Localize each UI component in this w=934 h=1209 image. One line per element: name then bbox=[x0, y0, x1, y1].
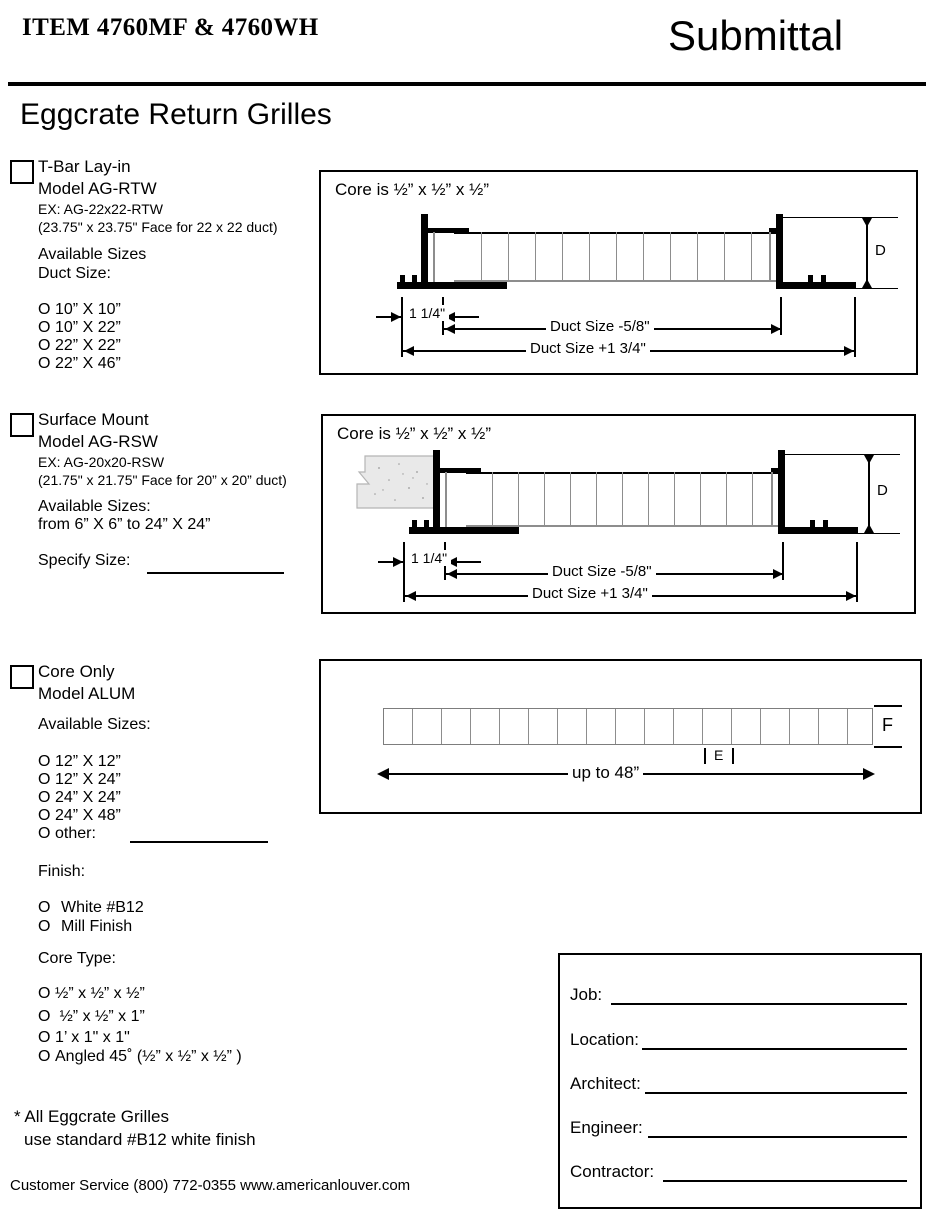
d-ext-bottom bbox=[858, 533, 900, 534]
depth-label-2: D bbox=[873, 482, 892, 499]
checkbox-core-only[interactable] bbox=[10, 665, 34, 689]
radio-icon: O bbox=[38, 301, 51, 318]
duct-plus-arrow-right bbox=[844, 346, 854, 356]
grille-core-2 bbox=[466, 472, 784, 527]
core-cell-divider bbox=[589, 232, 590, 282]
section-title-core-only: Core Only bbox=[38, 662, 115, 681]
right-flange-tab-1 bbox=[808, 275, 813, 283]
sizes-range-surface: from 6” X 6” to 24” X 24” bbox=[38, 516, 211, 533]
depth-label-1: D bbox=[871, 242, 890, 259]
core-note-2: Core is ½” x ½” x ½” bbox=[337, 424, 491, 443]
core-cell-divider bbox=[615, 709, 616, 744]
other-size-input[interactable] bbox=[130, 841, 268, 843]
core-cell-divider bbox=[596, 472, 597, 527]
radio-icon: O bbox=[38, 319, 51, 336]
option-t-bar-2[interactable]: O 22” X 22” bbox=[38, 337, 121, 354]
right-top-return bbox=[771, 468, 785, 473]
core-cell-divider bbox=[726, 472, 727, 527]
checkbox-t-bar-lay-in[interactable] bbox=[10, 160, 34, 184]
radio-icon: O bbox=[38, 807, 51, 824]
core-cell-divider bbox=[643, 232, 644, 282]
section-model-core-only: Model ALUM bbox=[38, 684, 136, 703]
section-title-surface: Surface Mount bbox=[38, 410, 149, 429]
core-top-edge bbox=[466, 472, 784, 474]
core-cell-divider bbox=[528, 709, 529, 744]
core-cell-divider bbox=[702, 709, 703, 744]
core-cell-divider bbox=[481, 232, 482, 282]
option-core-only-3[interactable]: O 24” X 48” bbox=[38, 807, 121, 824]
f-tick-top bbox=[874, 705, 902, 707]
duct-minus-label-2: Duct Size -5/8" bbox=[548, 563, 656, 580]
job-field-job[interactable] bbox=[611, 1003, 907, 1005]
d-dim-line bbox=[866, 220, 868, 286]
e-tick-right bbox=[732, 748, 734, 764]
core-top-edge bbox=[454, 232, 781, 234]
job-label-location: Location: bbox=[570, 1030, 639, 1049]
option-core-type-0[interactable]: O ½” x ½” x ½” bbox=[38, 985, 145, 1002]
duct-minus-arrow-left bbox=[447, 569, 457, 579]
duct-plus-arrow-left bbox=[404, 346, 414, 356]
left-flange bbox=[409, 527, 519, 534]
core-cell-divider bbox=[818, 709, 819, 744]
header-divider bbox=[8, 82, 926, 86]
core-cell-divider bbox=[731, 709, 732, 744]
d-ext-top bbox=[783, 217, 898, 218]
core-cell-divider bbox=[508, 232, 509, 282]
core-cell-divider bbox=[760, 709, 761, 744]
core-cell-divider bbox=[622, 472, 623, 527]
grille-core-1 bbox=[454, 232, 781, 282]
core-cell-divider bbox=[441, 709, 442, 744]
length-label: up to 48” bbox=[568, 763, 643, 783]
ceiling-tile-shape bbox=[355, 454, 437, 510]
core-note-1: Core is ½” x ½” x ½” bbox=[335, 180, 489, 199]
option-core-only-0[interactable]: O 12” X 12” bbox=[38, 753, 121, 770]
note-line-1: * All Eggcrate Grilles bbox=[14, 1107, 169, 1126]
d-ext-top bbox=[785, 454, 900, 455]
d-arrow-down bbox=[864, 524, 874, 533]
core-cell-divider bbox=[544, 472, 545, 527]
t-bar-lay-in-diagram bbox=[319, 170, 918, 375]
right-post bbox=[776, 214, 783, 289]
core-cell-divider bbox=[586, 709, 587, 744]
option-t-bar-0[interactable]: O 10” X 10” bbox=[38, 301, 121, 318]
core-cell-divider bbox=[570, 472, 571, 527]
available-sizes-label-core-only: Available Sizes: bbox=[38, 716, 151, 733]
dim-1-14-arrow-left bbox=[391, 312, 401, 322]
d-arrow-up bbox=[862, 218, 872, 227]
d-arrow-up bbox=[864, 455, 874, 464]
d-ext-bottom bbox=[856, 288, 898, 289]
standard-finish-note bbox=[14, 1105, 256, 1151]
core-type-label: Core Type: bbox=[38, 950, 116, 967]
duct-plus-label-1: Duct Size +1 3/4" bbox=[526, 340, 650, 357]
core-only-diagram bbox=[319, 659, 922, 814]
option-core-only-1[interactable]: O 12” X 24” bbox=[38, 771, 121, 788]
specify-size-input[interactable] bbox=[147, 572, 284, 574]
radio-icon: O bbox=[38, 789, 51, 806]
radio-icon: O bbox=[38, 1048, 51, 1065]
page-title: Eggcrate Return Grilles bbox=[20, 98, 332, 131]
left-inner-line bbox=[433, 232, 435, 282]
note-line-2: use standard #B12 white finish bbox=[24, 1130, 256, 1149]
radio-icon: O bbox=[38, 825, 51, 842]
section-example-face-t-bar: (23.75" x 23.75" Face for 22 x 22 duct) bbox=[38, 219, 278, 235]
core-cell-divider bbox=[724, 232, 725, 282]
job-info-box bbox=[558, 953, 922, 1209]
flange-dim-label-1: 1 1/4" bbox=[405, 305, 449, 321]
core-bottom-edge bbox=[466, 525, 784, 527]
finish-label: Finish: bbox=[38, 863, 86, 880]
checkbox-surface-mount[interactable] bbox=[10, 413, 34, 437]
left-flange-tab-2 bbox=[424, 520, 429, 528]
left-flange-tab-2 bbox=[412, 275, 417, 283]
left-inner-line bbox=[445, 472, 447, 527]
radio-icon: O bbox=[38, 918, 51, 935]
job-field-architect[interactable] bbox=[645, 1092, 907, 1094]
ext-line-left-outer bbox=[403, 542, 405, 602]
flange-dim-label-2: 1 1/4" bbox=[407, 550, 451, 566]
e-tick-left bbox=[704, 748, 706, 764]
core-bottom-edge bbox=[454, 280, 781, 282]
duct-minus-arrow-left bbox=[445, 324, 455, 334]
d-dim-line bbox=[868, 457, 870, 530]
section-example-t-bar: EX: AG-22x22-RTW bbox=[38, 201, 164, 217]
right-flange-tab-2 bbox=[821, 275, 826, 283]
core-cell-divider bbox=[518, 472, 519, 527]
core-cell-divider bbox=[673, 709, 674, 744]
right-post bbox=[778, 450, 785, 534]
duct-minus-label-1: Duct Size -5/8" bbox=[546, 318, 654, 335]
option-core-type-2[interactable]: O 1’ x 1" x 1" bbox=[38, 1029, 130, 1046]
ext-line-right-outer bbox=[856, 542, 858, 602]
job-label-architect: Architect: bbox=[570, 1074, 641, 1093]
option-t-bar-3[interactable]: O 22” X 46” bbox=[38, 355, 121, 372]
available-sizes-label-t-bar: Available Sizes bbox=[38, 246, 147, 263]
left-flange bbox=[397, 282, 507, 289]
right-inner-line bbox=[771, 472, 773, 527]
right-top-return bbox=[769, 228, 783, 233]
core-cell-divider bbox=[535, 232, 536, 282]
core-cell-divider bbox=[700, 472, 701, 527]
ceiling-tile bbox=[355, 454, 437, 510]
core-cell-divider bbox=[412, 709, 413, 744]
core-cell-divider bbox=[492, 472, 493, 527]
specify-size-label: Specify Size: bbox=[38, 552, 131, 569]
duct-plus-arrow-right bbox=[846, 591, 856, 601]
dim-1-14-arrow-left bbox=[393, 557, 403, 567]
option-core-type-3[interactable]: O Angled 45˚ (½” x ½” x ½” ) bbox=[38, 1048, 242, 1065]
option-t-bar-1[interactable]: O 10” X 22” bbox=[38, 319, 121, 336]
core-cell-divider bbox=[648, 472, 649, 527]
option-finish-1[interactable]: O Mill Finish bbox=[38, 918, 133, 935]
radio-icon: O bbox=[38, 355, 51, 372]
f-tick-bottom bbox=[874, 746, 902, 748]
job-field-engineer[interactable] bbox=[648, 1136, 907, 1138]
width-label-e: E bbox=[710, 747, 727, 763]
core-cell-divider bbox=[752, 472, 753, 527]
core-cell-divider bbox=[697, 232, 698, 282]
radio-icon: O bbox=[38, 753, 51, 770]
section-example-face-surface: (21.75" x 21.75" Face for 20” x 20” duct) bbox=[38, 472, 287, 488]
option-core-only-2[interactable]: O 24” X 24” bbox=[38, 789, 121, 806]
core-cell-divider bbox=[674, 472, 675, 527]
duct-minus-arrow-right bbox=[771, 324, 781, 334]
job-label-job: Job: bbox=[570, 985, 603, 1004]
radio-icon: O bbox=[38, 899, 51, 916]
option-core-type-1[interactable]: O ½” x ½” x 1” bbox=[38, 1008, 145, 1025]
job-field-location[interactable] bbox=[642, 1048, 907, 1050]
d-arrow-down bbox=[862, 279, 872, 288]
core-cell-divider bbox=[470, 709, 471, 744]
left-post bbox=[421, 214, 428, 289]
radio-icon: O bbox=[38, 337, 51, 354]
ext-line-left-outer bbox=[401, 297, 403, 357]
duct-minus-arrow-right bbox=[773, 569, 783, 579]
radio-icon: O bbox=[38, 771, 51, 788]
section-title-t-bar: T-Bar Lay-in bbox=[38, 157, 131, 176]
core-strip bbox=[383, 708, 873, 745]
core-cell-divider bbox=[616, 232, 617, 282]
radio-icon: O bbox=[38, 1029, 51, 1046]
core-cell-divider bbox=[847, 709, 848, 744]
job-label-engineer: Engineer: bbox=[570, 1118, 643, 1137]
job-label-contractor: Contractor: bbox=[570, 1162, 655, 1181]
right-flange-tab-2 bbox=[823, 520, 828, 528]
right-flange-tab-1 bbox=[810, 520, 815, 528]
right-inner-line bbox=[769, 232, 771, 282]
left-post bbox=[433, 450, 440, 534]
section-model-t-bar: Model AG-RTW bbox=[38, 179, 157, 198]
section-example-surface: EX: AG-20x20-RSW bbox=[38, 454, 165, 470]
core-cell-divider bbox=[789, 709, 790, 744]
core-cell-divider bbox=[670, 232, 671, 282]
core-cell-divider bbox=[644, 709, 645, 744]
left-flange-tab-1 bbox=[400, 275, 405, 283]
duct-plus-label-2: Duct Size +1 3/4" bbox=[528, 585, 652, 602]
duct-plus-arrow-left bbox=[406, 591, 416, 601]
ext-line-right-outer bbox=[854, 297, 856, 357]
submittal-title: Submittal bbox=[668, 12, 844, 59]
item-code: ITEM 4760MF & 4760WH bbox=[22, 14, 319, 41]
available-sizes-label-surface: Available Sizes: bbox=[38, 498, 151, 515]
right-flange bbox=[778, 527, 858, 534]
height-label-f: F bbox=[878, 715, 897, 736]
radio-icon: O bbox=[38, 1008, 51, 1025]
core-cell-divider bbox=[557, 709, 558, 744]
duct-size-label-t-bar: Duct Size: bbox=[38, 265, 111, 282]
left-flange-tab-1 bbox=[412, 520, 417, 528]
option-finish-0[interactable]: O White #B12 bbox=[38, 899, 144, 916]
section-model-surface: Model AG-RSW bbox=[38, 432, 158, 451]
footer-contact: Customer Service (800) 772-0355 www.americanlouver.com bbox=[10, 1177, 411, 1194]
length-arrow-right bbox=[863, 768, 875, 780]
core-cell-divider bbox=[562, 232, 563, 282]
option-core-only-other[interactable]: O other: bbox=[38, 825, 96, 842]
length-arrow-left bbox=[377, 768, 389, 780]
right-flange bbox=[776, 282, 856, 289]
job-field-contractor[interactable] bbox=[663, 1180, 907, 1182]
surface-mount-diagram bbox=[321, 414, 916, 614]
radio-icon: O bbox=[38, 985, 51, 1002]
core-cell-divider bbox=[499, 709, 500, 744]
core-cell-divider bbox=[751, 232, 752, 282]
